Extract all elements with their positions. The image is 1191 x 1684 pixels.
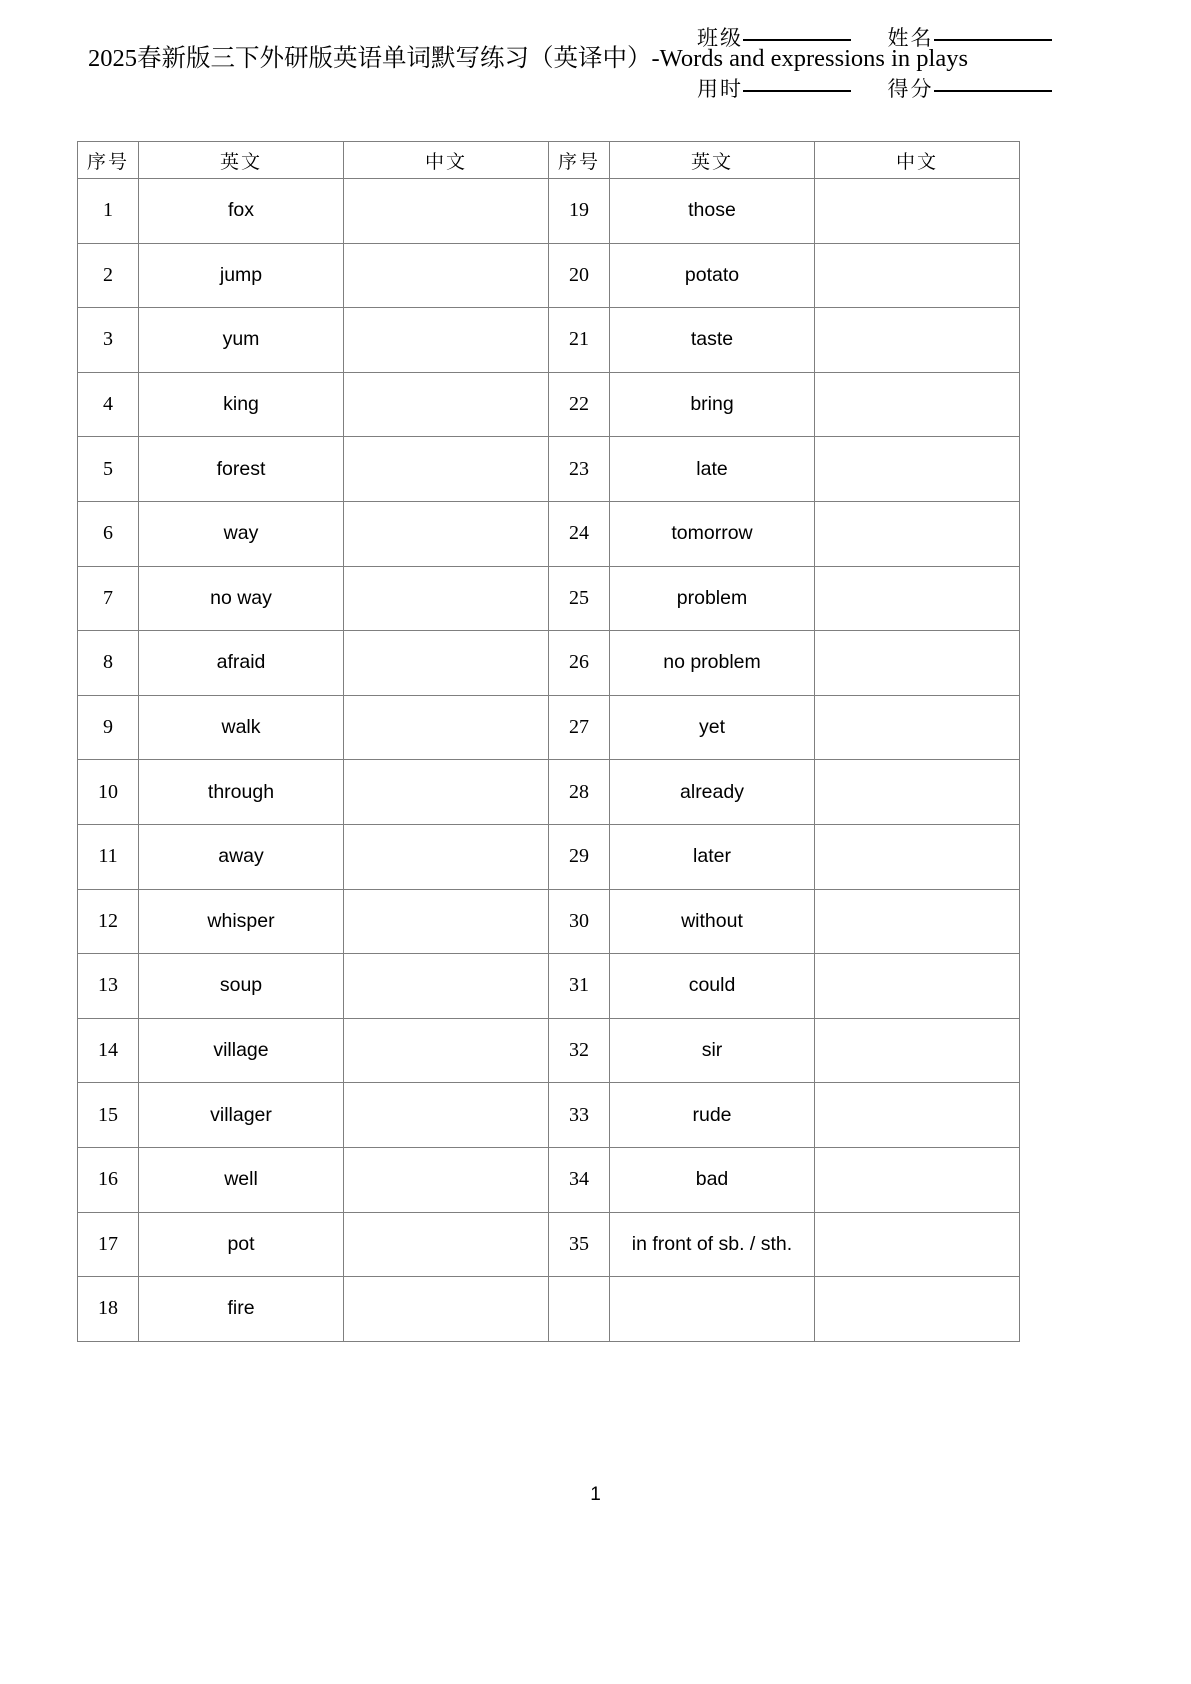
row-number-cell: 31 bbox=[549, 954, 610, 1019]
row-number-cell: 4 bbox=[78, 372, 139, 437]
table-row bbox=[78, 372, 1020, 437]
chinese-answer-cell[interactable] bbox=[815, 695, 1020, 760]
chinese-answer-cell[interactable] bbox=[344, 243, 549, 308]
column-header-num-left: 序号 bbox=[78, 142, 139, 179]
table-header-row bbox=[78, 142, 1020, 179]
table-row bbox=[78, 760, 1020, 825]
row-number-cell: 33 bbox=[549, 1083, 610, 1148]
score-input-blank[interactable] bbox=[934, 90, 1052, 92]
english-word-cell: soup bbox=[139, 954, 344, 1019]
row-number-cell: 22 bbox=[549, 372, 610, 437]
row-number-cell: 14 bbox=[78, 1018, 139, 1083]
english-word-cell: no problem bbox=[610, 631, 815, 696]
table-row bbox=[78, 566, 1020, 631]
english-word-cell: already bbox=[610, 760, 815, 825]
row-number-cell: 21 bbox=[549, 308, 610, 373]
chinese-answer-cell[interactable] bbox=[344, 179, 549, 244]
english-word-cell: villager bbox=[139, 1083, 344, 1148]
english-word-cell: village bbox=[139, 1018, 344, 1083]
student-info-row-bottom bbox=[697, 76, 1052, 102]
chinese-answer-cell[interactable] bbox=[815, 566, 1020, 631]
chinese-answer-cell[interactable] bbox=[815, 889, 1020, 954]
chinese-answer-cell[interactable] bbox=[815, 1212, 1020, 1277]
english-word-cell: whisper bbox=[139, 889, 344, 954]
column-header-english-left: 英文 bbox=[139, 142, 344, 179]
row-number-cell: 28 bbox=[549, 760, 610, 825]
name-field bbox=[888, 25, 1052, 51]
table-row bbox=[78, 695, 1020, 760]
chinese-answer-cell[interactable] bbox=[344, 889, 549, 954]
english-word-cell bbox=[610, 1277, 815, 1342]
english-word-cell: forest bbox=[139, 437, 344, 502]
row-number-cell: 34 bbox=[549, 1147, 610, 1212]
time-used-input-blank[interactable] bbox=[743, 90, 851, 92]
table-row bbox=[78, 501, 1020, 566]
english-word-cell: well bbox=[139, 1147, 344, 1212]
row-number-cell: 26 bbox=[549, 631, 610, 696]
row-number-cell: 5 bbox=[78, 437, 139, 502]
row-number-cell: 3 bbox=[78, 308, 139, 373]
row-number-cell: 12 bbox=[78, 889, 139, 954]
row-number-cell: 20 bbox=[549, 243, 610, 308]
row-number-cell: 9 bbox=[78, 695, 139, 760]
chinese-answer-cell[interactable] bbox=[815, 631, 1020, 696]
chinese-answer-cell[interactable] bbox=[815, 372, 1020, 437]
row-number-cell: 7 bbox=[78, 566, 139, 631]
english-word-cell: fox bbox=[139, 179, 344, 244]
english-word-cell: could bbox=[610, 954, 815, 1019]
english-word-cell: late bbox=[610, 437, 815, 502]
english-word-cell: through bbox=[139, 760, 344, 825]
page-title: 2025春新版三下外研版英语单词默写练习（英译中）-Words and expressions in plays bbox=[88, 45, 968, 72]
chinese-answer-cell[interactable] bbox=[344, 954, 549, 1019]
chinese-answer-cell[interactable] bbox=[344, 824, 549, 889]
row-number-cell: 17 bbox=[78, 1212, 139, 1277]
row-number-cell: 15 bbox=[78, 1083, 139, 1148]
time-used-field bbox=[697, 76, 851, 102]
row-number-cell: 16 bbox=[78, 1147, 139, 1212]
table-row bbox=[78, 889, 1020, 954]
column-header-chinese-right: 中文 bbox=[815, 142, 1020, 179]
english-word-cell: sir bbox=[610, 1018, 815, 1083]
english-word-cell: yet bbox=[610, 695, 815, 760]
row-number-cell: 27 bbox=[549, 695, 610, 760]
chinese-answer-cell[interactable] bbox=[344, 1083, 549, 1148]
column-header-english-right: 英文 bbox=[610, 142, 815, 179]
english-word-cell: no way bbox=[139, 566, 344, 631]
english-word-cell: afraid bbox=[139, 631, 344, 696]
worksheet-header bbox=[0, 0, 1191, 120]
english-word-cell: problem bbox=[610, 566, 815, 631]
english-word-cell: in front of sb. / sth. bbox=[610, 1212, 815, 1277]
chinese-answer-cell[interactable] bbox=[344, 566, 549, 631]
chinese-answer-cell[interactable] bbox=[344, 1212, 549, 1277]
chinese-answer-cell[interactable] bbox=[815, 1277, 1020, 1342]
chinese-answer-cell[interactable] bbox=[815, 1147, 1020, 1212]
english-word-cell: rude bbox=[610, 1083, 815, 1148]
table-row bbox=[78, 824, 1020, 889]
score-label: 得分 bbox=[887, 77, 934, 101]
chinese-answer-cell[interactable] bbox=[815, 824, 1020, 889]
row-number-cell: 11 bbox=[78, 824, 139, 889]
column-header-num-right: 序号 bbox=[549, 142, 610, 179]
english-word-cell: yum bbox=[139, 308, 344, 373]
class-input-blank[interactable] bbox=[743, 39, 851, 41]
row-number-cell: 32 bbox=[549, 1018, 610, 1083]
table-body bbox=[78, 179, 1020, 1342]
table-row bbox=[78, 1277, 1020, 1342]
table-row bbox=[78, 1212, 1020, 1277]
row-number-cell: 1 bbox=[78, 179, 139, 244]
table-row bbox=[78, 179, 1020, 244]
row-number-cell: 2 bbox=[78, 243, 139, 308]
class-field bbox=[697, 25, 851, 51]
row-number-cell: 10 bbox=[78, 760, 139, 825]
chinese-answer-cell[interactable] bbox=[815, 243, 1020, 308]
chinese-answer-cell[interactable] bbox=[344, 631, 549, 696]
english-word-cell: taste bbox=[610, 308, 815, 373]
score-field bbox=[888, 76, 1052, 102]
chinese-answer-cell[interactable] bbox=[344, 372, 549, 437]
class-label: 班级 bbox=[697, 26, 743, 50]
vocabulary-table bbox=[77, 141, 1020, 1342]
row-number-cell: 6 bbox=[78, 501, 139, 566]
chinese-answer-cell[interactable] bbox=[344, 1147, 549, 1212]
student-info-row-top bbox=[697, 25, 1052, 51]
english-word-cell: later bbox=[610, 824, 815, 889]
row-number-cell: 18 bbox=[78, 1277, 139, 1342]
row-number-cell: 19 bbox=[549, 179, 610, 244]
column-header-chinese-left: 中文 bbox=[344, 142, 549, 179]
chinese-answer-cell[interactable] bbox=[815, 760, 1020, 825]
english-word-cell: jump bbox=[139, 243, 344, 308]
table-row bbox=[78, 1018, 1020, 1083]
row-number-cell: 25 bbox=[549, 566, 610, 631]
english-word-cell: walk bbox=[139, 695, 344, 760]
english-word-cell: bring bbox=[610, 372, 815, 437]
time-used-label: 用时 bbox=[697, 77, 743, 101]
chinese-answer-cell[interactable] bbox=[815, 501, 1020, 566]
name-input-blank[interactable] bbox=[934, 39, 1052, 41]
row-number-cell: 35 bbox=[549, 1212, 610, 1277]
chinese-answer-cell[interactable] bbox=[815, 1018, 1020, 1083]
chinese-answer-cell[interactable] bbox=[344, 1018, 549, 1083]
chinese-answer-cell[interactable] bbox=[344, 760, 549, 825]
english-word-cell: bad bbox=[610, 1147, 815, 1212]
row-number-cell: 29 bbox=[549, 824, 610, 889]
table-row bbox=[78, 243, 1020, 308]
english-word-cell: those bbox=[610, 179, 815, 244]
chinese-answer-cell[interactable] bbox=[344, 437, 549, 502]
table-row bbox=[78, 954, 1020, 1019]
chinese-answer-cell[interactable] bbox=[344, 695, 549, 760]
english-word-cell: way bbox=[139, 501, 344, 566]
english-word-cell: king bbox=[139, 372, 344, 437]
english-word-cell: pot bbox=[139, 1212, 344, 1277]
english-word-cell: without bbox=[610, 889, 815, 954]
chinese-answer-cell[interactable] bbox=[815, 179, 1020, 244]
row-number-cell: 13 bbox=[78, 954, 139, 1019]
chinese-answer-cell[interactable] bbox=[815, 437, 1020, 502]
chinese-answer-cell[interactable] bbox=[344, 501, 549, 566]
row-number-cell: 24 bbox=[549, 501, 610, 566]
table-row bbox=[78, 631, 1020, 696]
row-number-cell: 23 bbox=[549, 437, 610, 502]
english-word-cell: fire bbox=[139, 1277, 344, 1342]
english-word-cell: tomorrow bbox=[610, 501, 815, 566]
english-word-cell: away bbox=[139, 824, 344, 889]
chinese-answer-cell[interactable] bbox=[815, 954, 1020, 1019]
english-word-cell: potato bbox=[610, 243, 815, 308]
row-number-cell: 30 bbox=[549, 889, 610, 954]
page-number: 1 bbox=[590, 1484, 601, 1505]
row-number-cell bbox=[549, 1277, 610, 1342]
chinese-answer-cell[interactable] bbox=[815, 308, 1020, 373]
chinese-answer-cell[interactable] bbox=[344, 1277, 549, 1342]
row-number-cell: 8 bbox=[78, 631, 139, 696]
chinese-answer-cell[interactable] bbox=[344, 308, 549, 373]
table-row bbox=[78, 1083, 1020, 1148]
table-row bbox=[78, 437, 1020, 502]
table-row bbox=[78, 308, 1020, 373]
table-row bbox=[78, 1147, 1020, 1212]
chinese-answer-cell[interactable] bbox=[815, 1083, 1020, 1148]
name-label: 姓名 bbox=[887, 26, 934, 50]
